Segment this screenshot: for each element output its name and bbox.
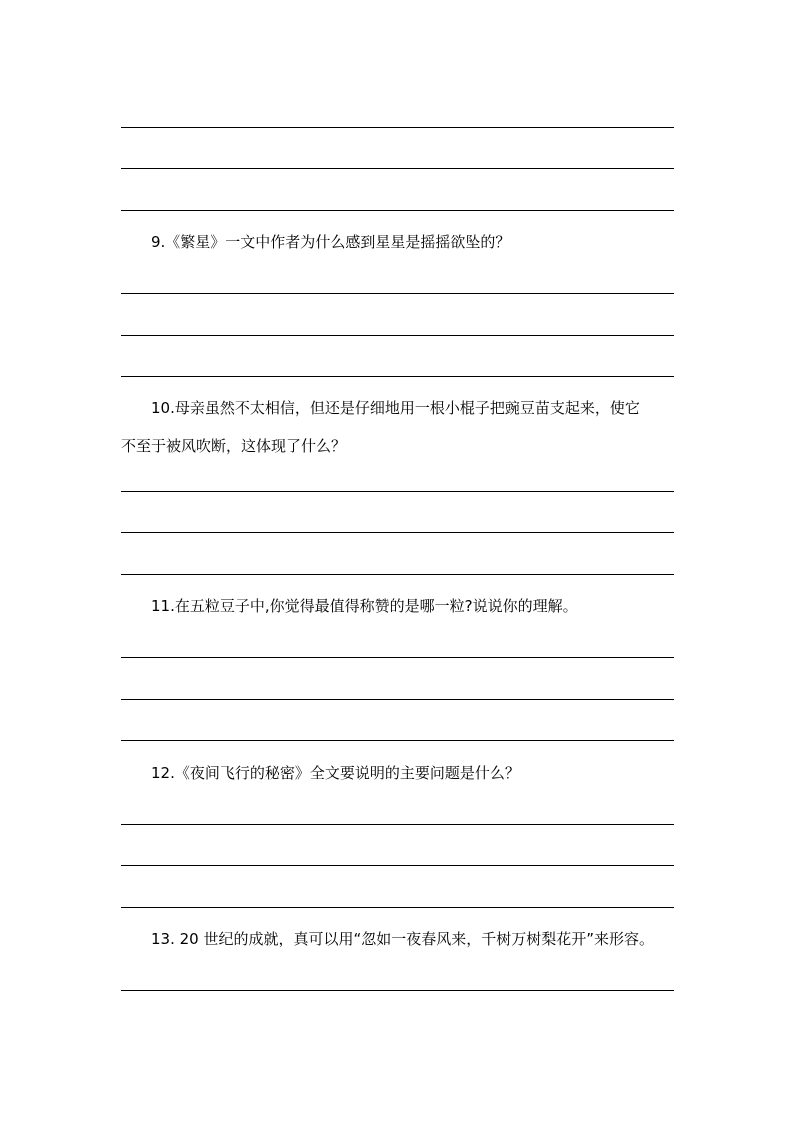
- answer-line: [121, 127, 674, 128]
- question-13-text: 13. 20 世纪的成就，真可以用“忽如一夜春风来，千树万树梨花开”来形容。: [151, 930, 655, 948]
- answer-line: [121, 907, 674, 908]
- question-9-text: 9.《繁星》一文中作者为什么感到星星是摇摇欲坠的？: [151, 233, 511, 251]
- answer-line: [121, 532, 674, 533]
- question-11-text: 11.在五粒豆子中,你觉得最值得称赞的是哪一粒?说说你的理解。: [151, 597, 578, 615]
- answer-line: [121, 865, 674, 866]
- question-11: [121, 589, 681, 623]
- answer-line: [121, 657, 674, 658]
- answer-line: [121, 491, 674, 492]
- question-12: [121, 756, 681, 790]
- answer-line: [121, 574, 674, 575]
- answer-line: [121, 699, 674, 700]
- question-12-text: 12.《夜间飞行的秘密》全文要说明的主要问题是什么？: [151, 764, 520, 782]
- question-9: [121, 225, 681, 259]
- question-10: [121, 391, 681, 425]
- answer-line: [121, 990, 674, 991]
- answer-line: [121, 740, 674, 741]
- answer-line: [121, 376, 674, 377]
- answer-line: [121, 335, 674, 336]
- question-13: [121, 922, 681, 956]
- answer-line: [121, 168, 674, 169]
- question-10-text-line2: 不至于被风吹断，这体现了什么？: [121, 437, 347, 455]
- answer-line: [121, 210, 674, 211]
- question-10-text-line1: 10.母亲虽然不太相信，但还是仔细地用一根小棍子把豌豆苗支起来，使它: [151, 399, 640, 417]
- question-10-cont: [121, 429, 681, 463]
- answer-line: [121, 293, 674, 294]
- answer-line: [121, 824, 674, 825]
